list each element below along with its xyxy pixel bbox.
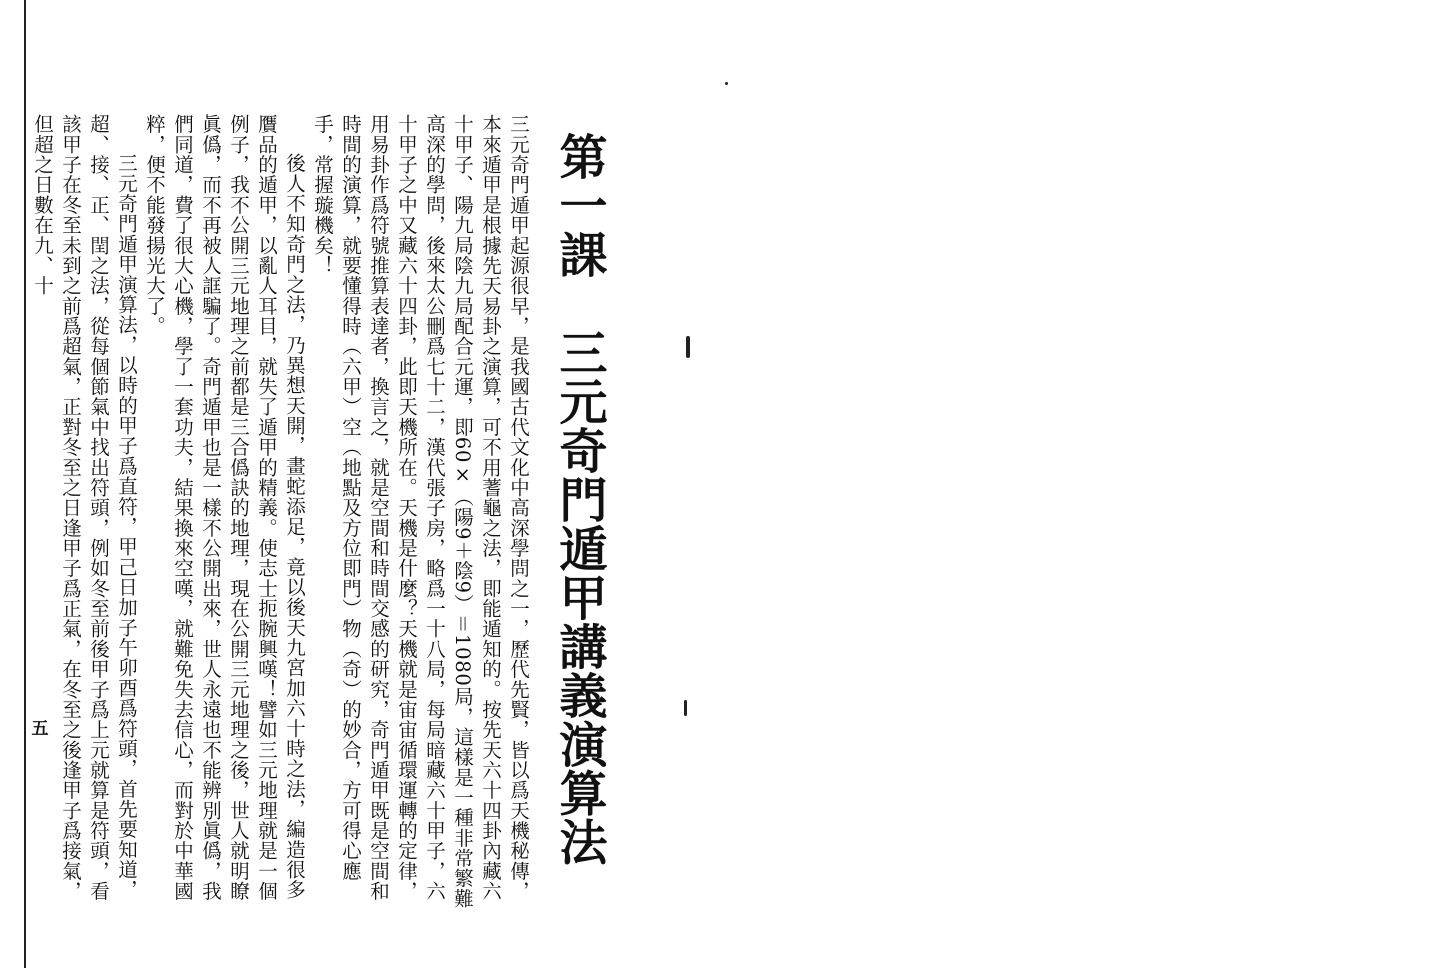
page-number: 五 xyxy=(31,719,49,739)
body-text xyxy=(31,114,532,914)
page-spine-edge xyxy=(24,0,26,968)
ink-speck xyxy=(686,336,690,358)
chapter-title: 第一課 三元奇門遁甲講義演算法 xyxy=(551,132,607,867)
paragraph-1: 三元奇門遁甲起源很早，是我國古代文化中高深學問之一，歷代先賢，皆以爲天機秘傳，本來遁甲是根據先天易卦之演算，可不用蓍龜之法，即能遁知的。按先天六十四卦內藏六十甲子、陽九局陰九局配合元運，即60×（陽9＋陰9）＝1080局，這樣是一種非常繁難高深的學問，後來太公刪爲七十二，漢代張子房，略爲一十八局，每局暗藏六十甲子，六十甲子之中又藏六十四卦，此即天機所在。天機是什麼？天機就是宙宙循環運轉的定律，用易卦作爲符號推算表達者，換言之，就是空間和時間交感的研究，奇門遁甲既是空間和時間的演算，就要懂得時（六甲）空（地點及方位即門）物（奇）的妙合，方可得心應手，常握璇機矣！ xyxy=(311,114,530,909)
paragraph-3: 三元奇門遁甲演算法，以時的甲子爲直符，甲己日加子午卯酉爲符頭，首先要知道，超、接、正、閏之法，從每個節氣中找出符頭，例如冬至前後甲子爲上元就算是符頭，看該甲子在冬至未到之前爲超氣，正對冬至之日逢甲子爲正氣，在冬至之後逢甲子爲接氣，但超之日數在九、十 xyxy=(31,114,138,902)
ink-speck xyxy=(684,700,687,716)
paragraph-2: 後人不知奇門之法，乃異想天開，畫蛇添足，竟以後天九宮加六十時之法，編造很多贋品的遁甲，以亂人耳目，就失了遁甲的精義。使志士扼腕興嘆！譬如三元地理就是一個例子，我不公開三元地理之前都是三合僞訣的地理，現在公開三元地理之後，世人就明瞭眞僞，而不再被人誆騙了。奇門遁甲也是一樣不公開出來，世人永遠也不能辨別眞僞，我們同道，費了很大心機，學了一套功夫，結果換來空嘆，就難免失去信心，而對於中華國粹，便不能發揚光大了。 xyxy=(143,114,306,902)
ink-speck xyxy=(725,82,728,85)
